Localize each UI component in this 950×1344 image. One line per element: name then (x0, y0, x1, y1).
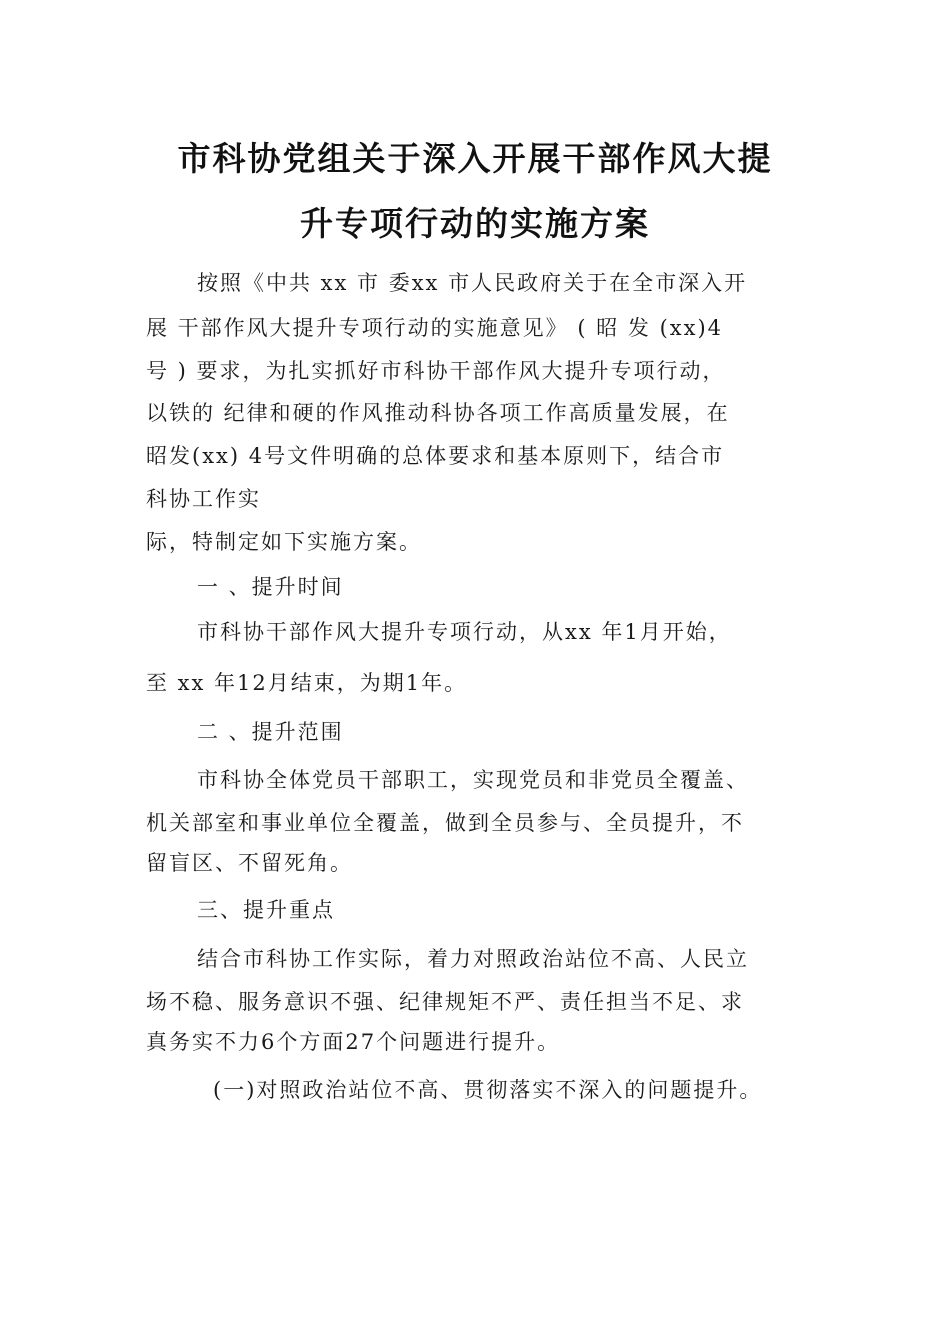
document-title-line-1: 市科协党组关于深入开展干部作风大提 (177, 139, 773, 178)
body-text-line: 昭发(xx) 4号文件明确的总体要求和基本原则下，结合市 (146, 444, 725, 468)
body-text-line: 至 xx 年12月结束，为期1年。 (146, 671, 468, 695)
section-heading: 三、提升重点 (197, 898, 335, 922)
body-text-line: 留盲区、不留死角。 (146, 851, 353, 875)
body-text-line: 结合市科协工作实际，着力对照政治站位不高、人民立 (197, 947, 749, 971)
section-heading: 一 、提升时间 (197, 575, 344, 599)
section-heading: 二 、提升范围 (197, 720, 344, 744)
body-text-line: 展 干部作风大提升专项行动的实施意见》 ( 昭 发 (xx)4 (146, 316, 724, 340)
body-text-line: 按照《中共 xx 市 委xx 市人民政府关于在全市深入开 (197, 271, 748, 295)
body-text-line: 市科协全体党员干部职工，实现党员和非党员全覆盖、 (197, 768, 749, 792)
body-text-line: 号 ) 要求，为扎实抓好市科协干部作风大提升专项行动， (146, 359, 726, 383)
body-text-line: 市科协干部作风大提升专项行动，从xx 年1月开始， (197, 620, 732, 644)
body-text-line: 以铁的 纪律和硬的作风推动科协各项工作高质量发展，在 (146, 401, 730, 425)
body-text-line: 机关部室和事业单位全覆盖，做到全员参与、全员提升，不 (146, 811, 744, 835)
body-text-line: 科协工作实 (146, 487, 261, 511)
body-text-line: 际，特制定如下实施方案。 (146, 530, 422, 554)
subsection-heading: (一)对照政治站位不高、贯彻落实不深入的问题提升。 (213, 1078, 763, 1102)
document-title-line-2: 升专项行动的实施方案 (300, 204, 650, 243)
body-text-line: 真务实不力6个方面27个问题进行提升。 (146, 1030, 561, 1054)
body-text-line: 场不稳、服务意识不强、纪律规矩不严、责任担当不足、求 (146, 990, 744, 1014)
